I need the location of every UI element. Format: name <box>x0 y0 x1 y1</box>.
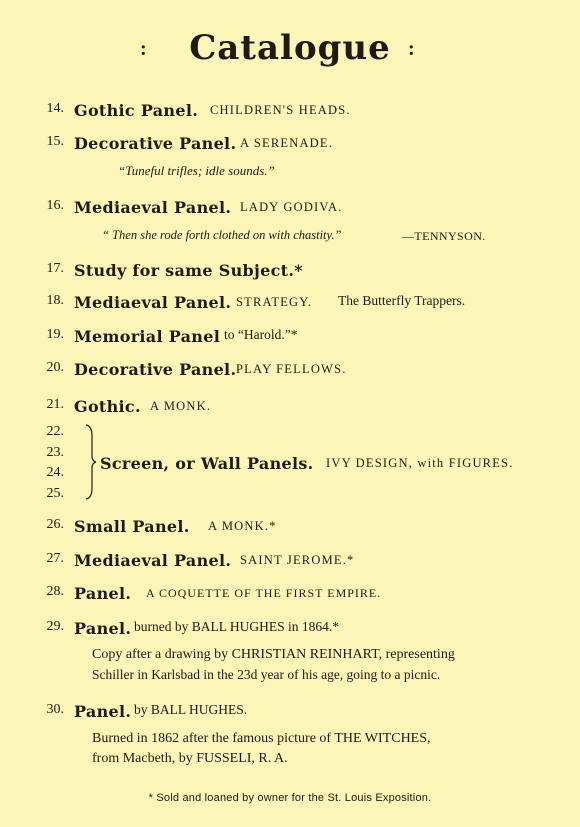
title-ornament-left: : <box>140 38 147 60</box>
entry-number: 23. <box>46 445 64 460</box>
entry-heading: Decorative Panel. <box>74 134 237 153</box>
entry-body-line: Schiller in Karlsbad in the 23d year of his age, going to a picnic. <box>92 667 441 682</box>
entry-number: 16. <box>46 198 64 213</box>
entry-description: CHILDREN'S HEADS. <box>210 103 351 117</box>
entry-number: 26. <box>46 517 64 532</box>
entry-heading: Panel. <box>74 702 132 721</box>
entry-heading: Gothic. <box>74 397 141 416</box>
grouping-brace <box>84 424 96 500</box>
entry-description: PLAY FELLOWS. <box>236 362 347 376</box>
page-title: Catalogue <box>189 28 391 68</box>
entry-body-line: Burned in 1862 after the famous picture of THE WITCHES, <box>92 731 431 746</box>
entry-description: STRATEGY. <box>236 295 313 309</box>
entry-number: 20. <box>46 360 64 375</box>
entry-heading: Screen, or Wall Panels. <box>100 454 314 473</box>
entry-description: A SERENADE. <box>240 136 334 150</box>
entry-heading: Mediaeval Panel. <box>74 551 232 570</box>
entry-heading: Mediaeval Panel. <box>74 198 232 217</box>
entry-number: 17. <box>46 261 64 276</box>
title-ornament-right: : <box>408 38 415 60</box>
entry-description: A COQUETTE OF THE FIRST EMPIRE. <box>146 586 382 600</box>
entry-heading: Study for same Subject.* <box>74 261 303 280</box>
entry-quote: “ Then she rode forth clothed on with chastity.” <box>102 228 342 242</box>
entry-number: 25. <box>46 486 64 501</box>
entry-number: 27. <box>46 551 64 566</box>
entry-heading: Decorative Panel. <box>74 360 237 379</box>
entry-description: LADY GODIVA. <box>240 200 343 214</box>
entry-subtitle: to “Harold.”* <box>224 327 298 342</box>
entry-description: IVY DESIGN, with FIGURES. <box>326 456 514 470</box>
entry-quote: “Tuneful trifles; idle sounds.” <box>118 163 275 178</box>
entry-subtitle: The Butterfly Trappers. <box>338 293 466 308</box>
entry-number: 30. <box>46 702 64 717</box>
entry-number: 18. <box>46 293 64 308</box>
entry-heading: Memorial Panel <box>74 327 221 346</box>
entry-subtitle: burned by BALL HUGHES in 1864.* <box>134 619 339 634</box>
entry-number: 21. <box>46 397 64 412</box>
entry-body-line: from Macbeth, by FUSSELI, R. A. <box>92 751 288 766</box>
footnote: * Sold and loaned by owner for the St. Louis Exposition. <box>148 792 432 804</box>
entry-number: 15. <box>46 134 64 149</box>
entry-number: 24. <box>46 465 64 480</box>
entry-number: 19. <box>46 327 64 342</box>
entry-heading: Gothic Panel. <box>74 101 199 120</box>
entry-number: 22. <box>46 424 64 439</box>
entry-heading: Mediaeval Panel. <box>74 293 232 312</box>
entry-number: 14. <box>46 101 64 116</box>
entry-heading: Small Panel. <box>74 517 190 536</box>
entry-number: 28. <box>46 584 64 599</box>
entry-description: SAINT JEROME.* <box>240 553 355 567</box>
entry-description: A MONK.* <box>208 519 277 533</box>
entry-heading: Panel. <box>74 619 132 638</box>
entry-subtitle: by BALL HUGHES. <box>134 702 248 717</box>
entry-heading: Panel. <box>74 584 132 603</box>
entry-number: 29. <box>46 619 64 634</box>
entry-description: A MONK. <box>150 399 212 413</box>
entry-attribution: —TENNYSON. <box>402 229 486 243</box>
entry-body-line: Copy after a drawing by CHRISTIAN REINHART, representing <box>92 647 455 662</box>
